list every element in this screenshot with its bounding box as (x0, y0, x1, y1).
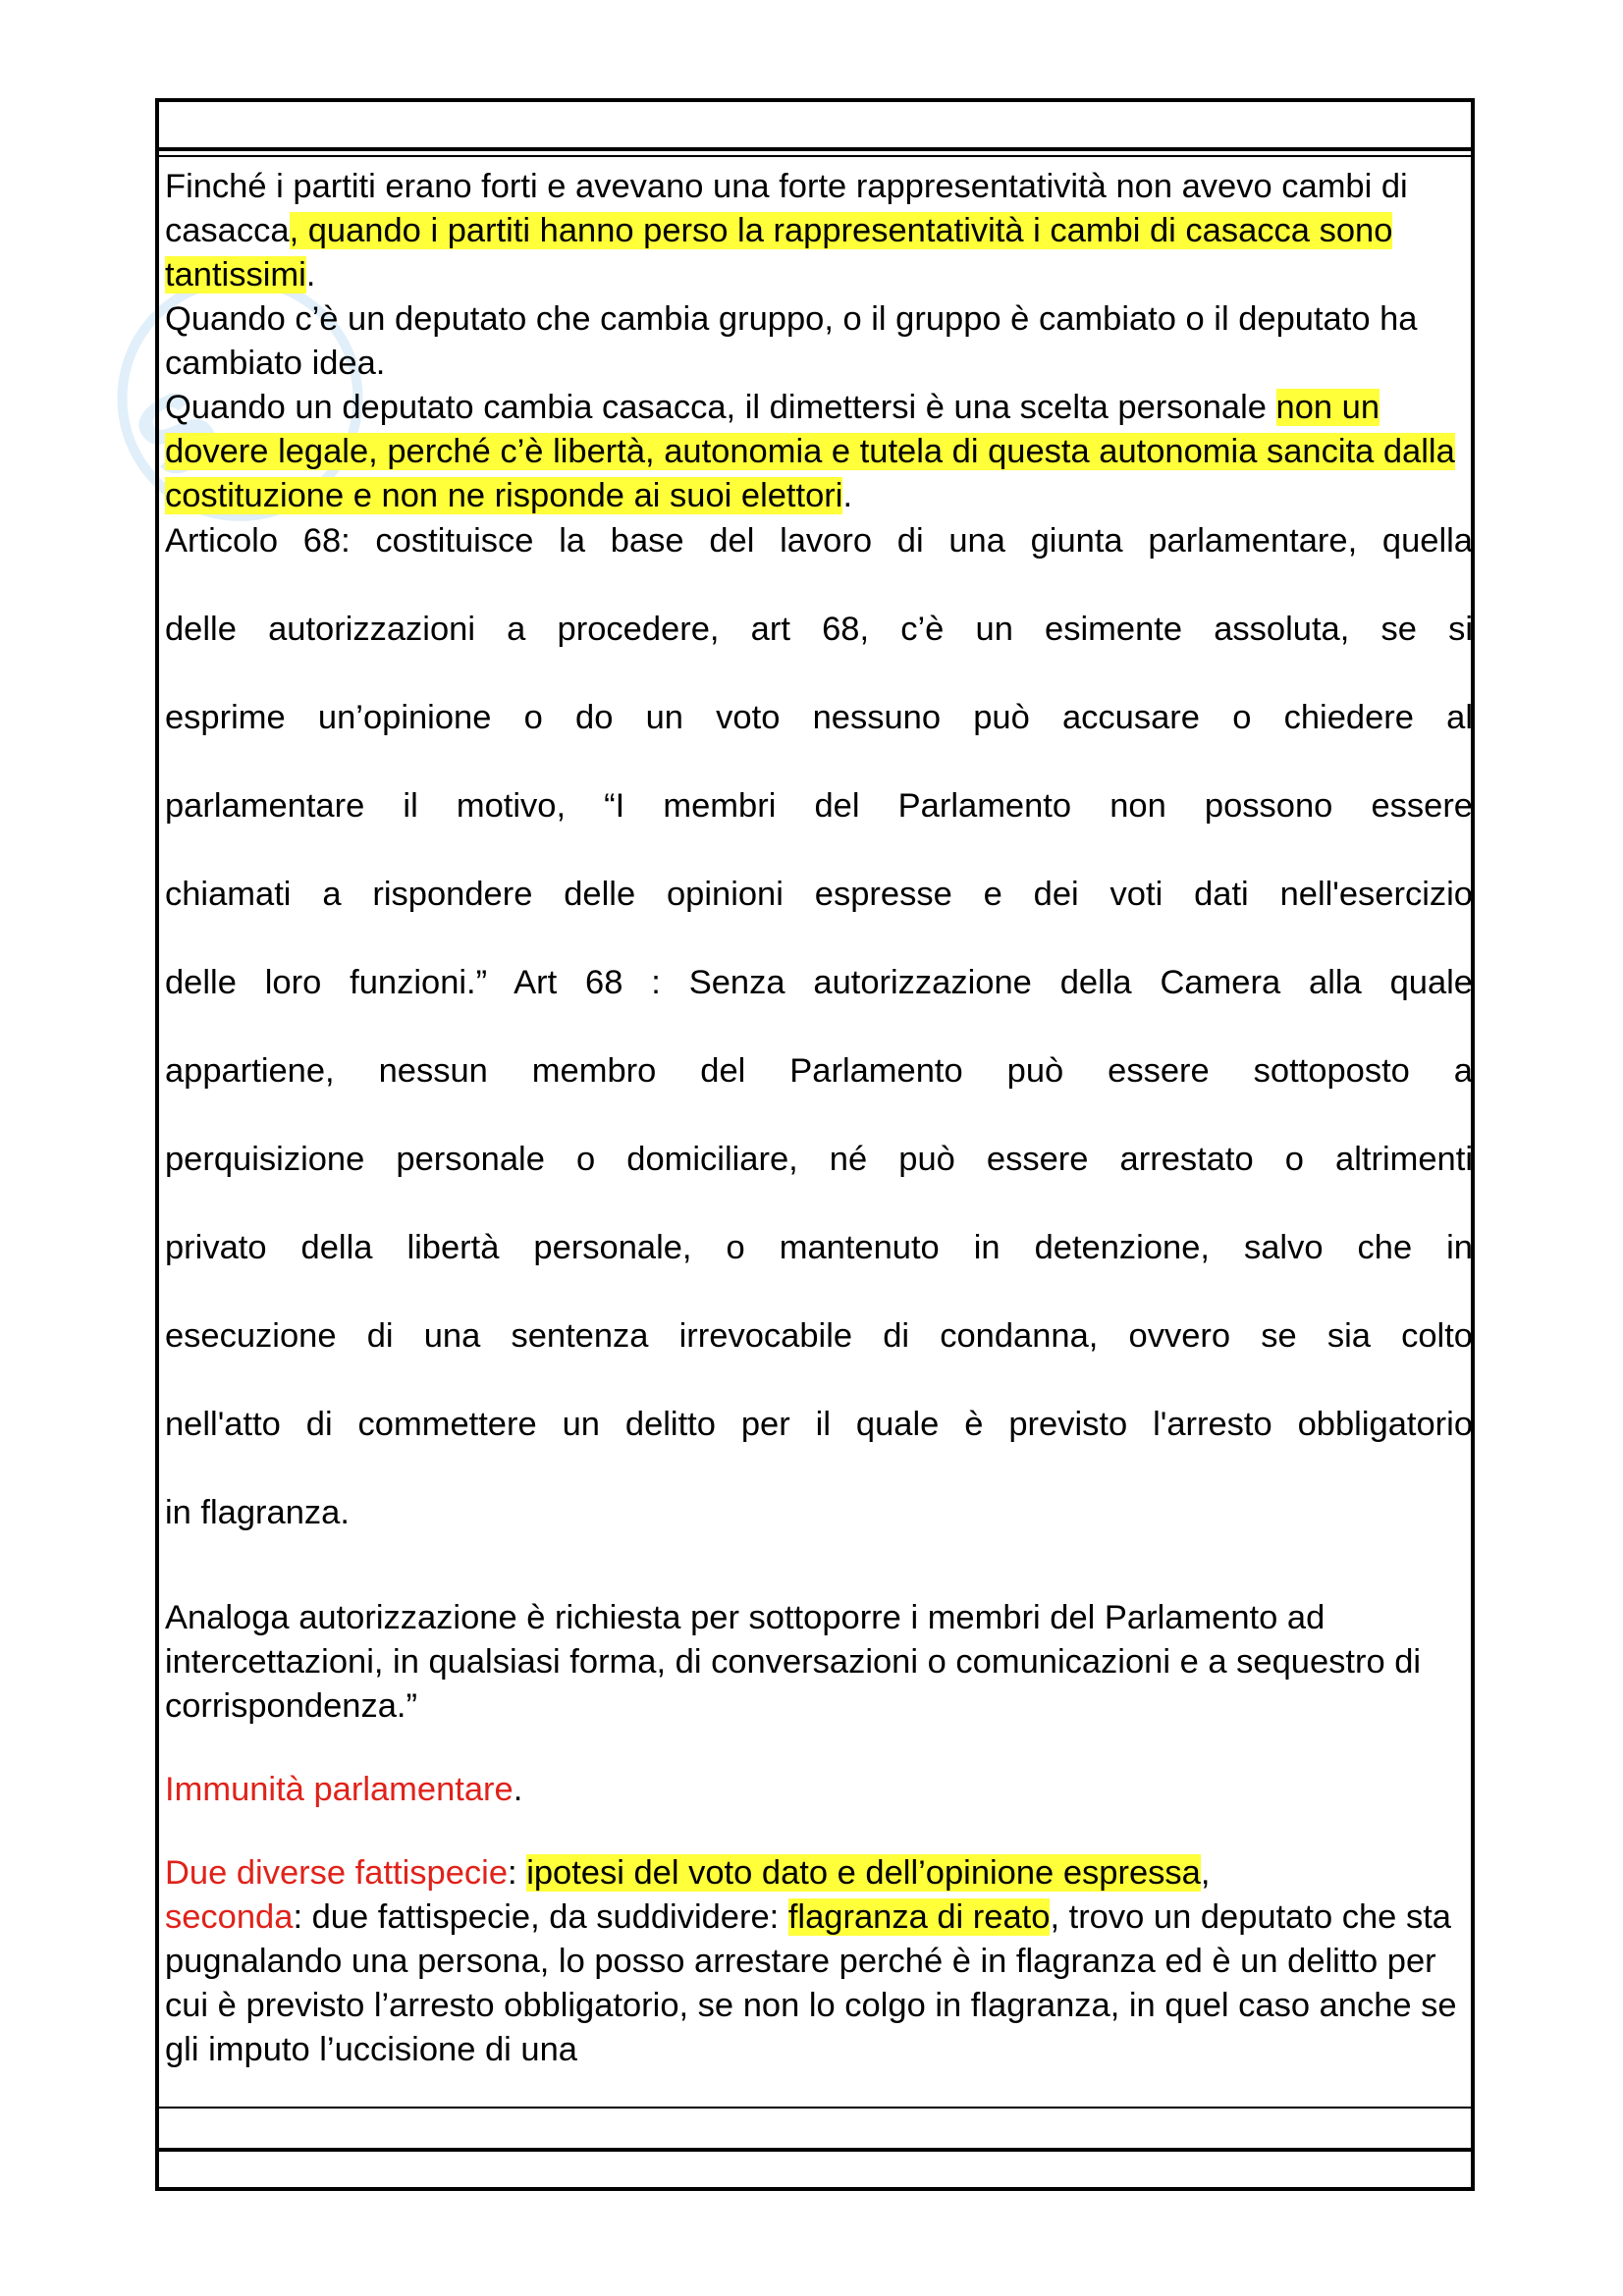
paragraph-5: Analoga autorizzazione è richiesta per sottoporre i membri del Parlamento ad intercettazioni, in qualsiasi forma, di conversazioni o comunicazioni e a sequestro di corrispondenza.” (165, 1599, 1422, 1725)
highlight: flagranza di reato (787, 1898, 1051, 1936)
document-body (165, 165, 1473, 2072)
article-68-line: Articolo 68: costituisce la base del lavoro di una giunta parlamentare, quella (165, 522, 1473, 560)
highlight: non un dovere legale, perché c’è libertà, autonomia e tutela di questa autonomia sancita dalla costituzione e non ne risponde ai suoi elettori (165, 389, 1455, 514)
highlight: ipotesi del voto dato e dell’opinione espressa (526, 1854, 1201, 1892)
article-68-line: perquisizione personale o domiciliare, né può essere arrestato o altrimenti (165, 1141, 1473, 1178)
article-68-line: parlamentare il motivo, “I membri del Parlamento non possono essere (165, 787, 1473, 825)
highlight: , quando i partiti hanno perso la rappresentatività i cambi di casacca sono tantissimi (165, 212, 1393, 294)
article-68-line: in flagranza. (165, 1494, 350, 1531)
paragraph-1: Finché i partiti erano forti e avevano una forte rappresentatività non avevo cambi di casacca, quando i partiti hanno perso la rappresentatività i cambi di casacca sono tantissimi. (165, 168, 1408, 294)
paragraph-3: Quando un deputato cambia casacca, il dimettersi è una scelta personale non un dovere legale, perché c’è libertà, autonomia e tutela di questa autonomia sancita dalla costituzione e non ne risponde ai suoi elettori. (165, 389, 1455, 514)
red-label: Due diverse fattispecie (165, 1854, 509, 1892)
spacer (165, 1557, 1473, 1596)
red-heading: Immunità parlamentare (165, 1771, 514, 1808)
paragraph-6: Immunità parlamentare. (165, 1771, 523, 1808)
red-label: seconda (165, 1898, 294, 1936)
article-68-line: delle autorizzazioni a procedere, art 68, c’è un esimente assoluta, se si (165, 611, 1473, 648)
article-68-line: chiamati a rispondere delle opinioni espresse e dei voti dati nell'esercizio (165, 876, 1473, 913)
spacer (165, 1812, 1473, 1851)
article-68-line: esprime un’opinione o do un voto nessuno può accusare o chiedere al (165, 699, 1473, 736)
article-68-line: esecuzione di una sentenza irrevocabile di condanna, ovvero se sia colto (165, 1317, 1473, 1355)
header-bar (159, 102, 1471, 151)
article-68-line: nell'atto di commettere un delitto per il quale è previsto l'arresto obbligatorio (165, 1406, 1473, 1443)
article-68-line: delle loro funzioni.” Art 68 : Senza autorizzazione della Camera alla quale (165, 964, 1473, 1001)
article-68-line: privato della libertà personale, o mantenuto in detenzione, salvo che in (165, 1229, 1473, 1266)
article-68-line: appartiene, nessun membro del Parlamento può essere sottoposto a (165, 1052, 1473, 1090)
paragraph-7: Due diverse fattispecie: ipotesi del voto dato e dell’opinione espressa, seconda: due fattispecie, da suddividere: flagranza di reato, trovo un deputato che sta pugnalando una persona, lo posso arrestare perché è in flagranza ed è un delitto per cui è previsto l’arresto obbligatorio, se non lo colgo in flagranza, in quel caso anche se gli imputo l’uccisione di una (165, 1854, 1457, 2068)
footer-bar (159, 2148, 1471, 2187)
spacer (165, 1729, 1473, 1768)
paragraph-2: Quando c’è un deputato che cambia gruppo, o il gruppo è cambiato o il deputato ha cambiato idea. (165, 300, 1418, 382)
page-frame (155, 98, 1475, 2191)
text-box (159, 155, 1471, 2109)
article-68-block (165, 497, 1473, 1557)
